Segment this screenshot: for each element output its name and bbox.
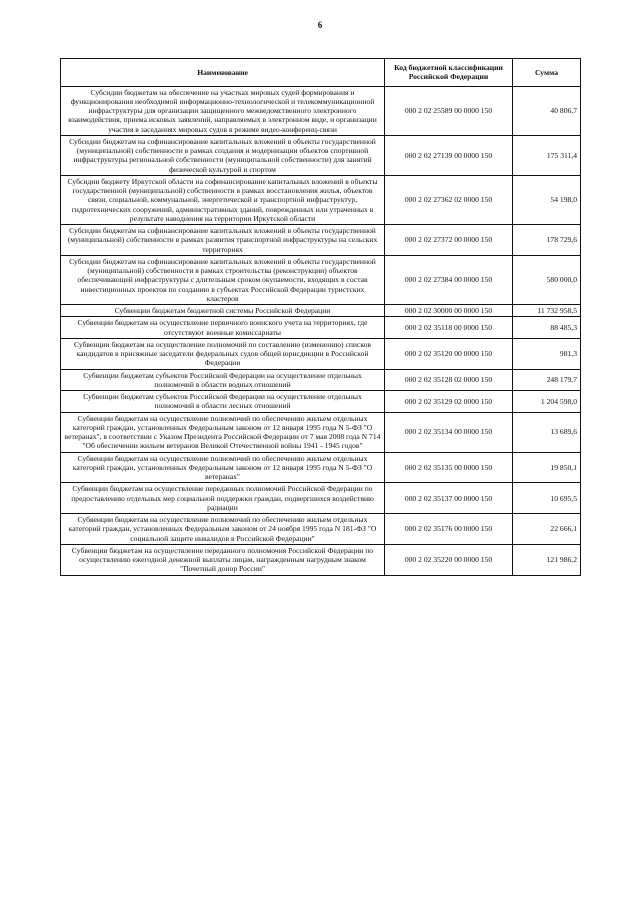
table-row [61, 135, 581, 175]
row-sum-cell: 10 695,5 [513, 483, 581, 514]
table-row [61, 514, 581, 545]
row-name-cell: Субсидии бюджетам на софинансирование капитальных вложений в объекты государственной (муниципальной) собственности в рамках создания и модернизации объектов спортивной инфраструктуры региональной собственности (муниципальной собственности) для занятий физической культурой и спортом [61, 135, 385, 175]
row-sum-cell: 13 689,6 [513, 412, 581, 452]
row-name-cell: Субвенции бюджетам на осуществление полномочий по составлению (изменению) списков кандидатов в присяжные заседатели федеральных судов общей юрисдикции в Российской Федерации [61, 338, 385, 369]
row-sum-cell: 40 806,7 [513, 86, 581, 135]
table-row [61, 317, 581, 339]
row-name-cell: Субвенции бюджетам на осуществление переданного полномочия Российской Федерации по осуществлению ежегодной денежной выплаты лицам, награжденным нагрудным знаком "Почетный донор России" [61, 544, 385, 575]
header-code: Код бюджетной классификации Российской Федерации [385, 59, 513, 87]
row-code-cell: 000 2 02 30000 00 0000 150 [385, 305, 513, 317]
row-code-cell: 000 2 02 35134 00 0000 150 [385, 412, 513, 452]
row-name-cell: Субвенции бюджетам субъектов Российской Федерации на осуществление отдельных полномочий в области лесных отношений [61, 391, 385, 413]
table-row [61, 369, 581, 391]
row-name-cell: Субсидии бюджетам на софинансирование капитальных вложений в объекты государственной (муниципальной) собственности в рамках строительства (реконструкции) объектов обеспечивающей инфраструктуры с длительным сроком окупаемости, входящих в состав инвестиционных проектов по созданию в субъектах Российской Федерации туристских кластеров [61, 255, 385, 304]
table-row [61, 175, 581, 224]
row-code-cell: 000 2 02 35118 00 0000 150 [385, 317, 513, 339]
row-code-cell: 000 2 02 27372 00 0000 150 [385, 225, 513, 256]
row-sum-cell: 19 850,1 [513, 452, 581, 483]
row-code-cell: 000 2 02 27362 02 0000 150 [385, 175, 513, 224]
row-code-cell: 000 2 02 35137 00 0000 150 [385, 483, 513, 514]
table-row [61, 483, 581, 514]
table-row [61, 544, 581, 575]
row-sum-cell: 580 000,0 [513, 255, 581, 304]
row-code-cell: 000 2 02 35135 00 0000 150 [385, 452, 513, 483]
row-sum-cell: 121 986,2 [513, 544, 581, 575]
table-row [61, 86, 581, 135]
row-sum-cell: 88 485,3 [513, 317, 581, 339]
table-row [61, 338, 581, 369]
table-row [61, 452, 581, 483]
row-code-cell: 000 2 02 35129 02 0000 150 [385, 391, 513, 413]
header-sum: Сумма [513, 59, 581, 87]
row-name-cell: Субвенции бюджетам субъектов Российской Федерации на осуществление отдельных полномочий в области водных отношений [61, 369, 385, 391]
row-code-cell: 000 2 02 35128 02 0000 150 [385, 369, 513, 391]
budget-revenue-table [60, 58, 581, 576]
row-name-cell: Субвенции бюджетам на осуществление полномочий по обеспечению жильем отдельных категорий граждан, установленных Федеральным законом от 12 января 1995 года N 5-ФЗ "О ветеранах" [61, 452, 385, 483]
row-name-cell: Субвенции бюджетам на осуществление полномочий по обеспечению жильем отдельных категорий граждан, установленных Федеральным законом от 12 января 1995 года N 5-ФЗ "О ветеранах", в соответствии с Указом Президента Российской Федерации от 7 мая 2008 года N 714 "Об обеспечении жильем ветеранов Великой Отечественной войны 1941 - 1945 годов" [61, 412, 385, 452]
row-name-cell: Субсидии бюджетам на софинансирование капитальных вложений в объекты государственной (муниципальной) собственности в рамках развития транспортной инфраструктуры на сельских территориях [61, 225, 385, 256]
row-name-cell: Субсидии бюджету Иркутской области на софинансирование капитальных вложений в объекты государственной (муниципальной) собственности в рамках восстановления жилья, объектов связи, социальной, коммунальной, энергетической и транспортной инфраструктур, гидротехнических сооружений, административных зданий, поврежденных или утраченных в результате наводнения на территории Иркутской области [61, 175, 385, 224]
row-name-cell: Субвенции бюджетам на осуществление полномочий по обеспечению жильем отдельных категорий граждан, установленных Федеральным законом от 24 ноября 1995 года N 181-ФЗ "О социальной защите инвалидов в Российской Федерации" [61, 514, 385, 545]
row-code-cell: 000 2 02 35220 00 0000 150 [385, 544, 513, 575]
row-sum-cell: 54 198,0 [513, 175, 581, 224]
row-name-cell: Субвенции бюджетам на осуществление первичного воинского учета на территориях, где отсутствуют военные комиссариаты [61, 317, 385, 339]
page-number: 6 [317, 20, 323, 30]
table-row [61, 225, 581, 256]
table-row [61, 255, 581, 304]
row-name-cell: Субсидии бюджетам на обеспечение на участках мировых судей формирования и функционирования необходимой информационно-технологической и телекоммуникационной инфраструктуры для организации защищенного межведомственного электронного взаимодействия, приема исковых заявлений, направляемых в электронном виде, и организации участия в заседаниях мировых судов в режиме видео-конференц-связи [61, 86, 385, 135]
row-sum-cell: 1 204 598,0 [513, 391, 581, 413]
row-sum-cell: 178 729,6 [513, 225, 581, 256]
table-header-row [61, 59, 581, 87]
row-code-cell: 000 2 02 27384 00 0000 150 [385, 255, 513, 304]
row-name-cell: Субвенции бюджетам на осуществление переданных полномочий Российской Федерации по предоставлению отдельных мер социальной поддержки граждан, подвергшихся воздействию радиации [61, 483, 385, 514]
row-name-cell: Субвенции бюджетам бюджетной системы Российской Федерации [61, 305, 385, 317]
row-sum-cell: 175 311,4 [513, 135, 581, 175]
table-body [61, 86, 581, 575]
row-code-cell: 000 2 02 35176 00 0000 150 [385, 514, 513, 545]
row-code-cell: 000 2 02 27139 00 0000 150 [385, 135, 513, 175]
row-sum-cell: 981,3 [513, 338, 581, 369]
row-sum-cell: 11 732 958,5 [513, 305, 581, 317]
header-name: Наименование [61, 59, 385, 87]
row-code-cell: 000 2 02 35120 00 0000 150 [385, 338, 513, 369]
row-sum-cell: 248 179,7 [513, 369, 581, 391]
row-code-cell: 000 2 02 25589 00 0000 150 [385, 86, 513, 135]
table-row [61, 391, 581, 413]
row-sum-cell: 22 666,1 [513, 514, 581, 545]
table-row [61, 412, 581, 452]
table-row [61, 305, 581, 317]
